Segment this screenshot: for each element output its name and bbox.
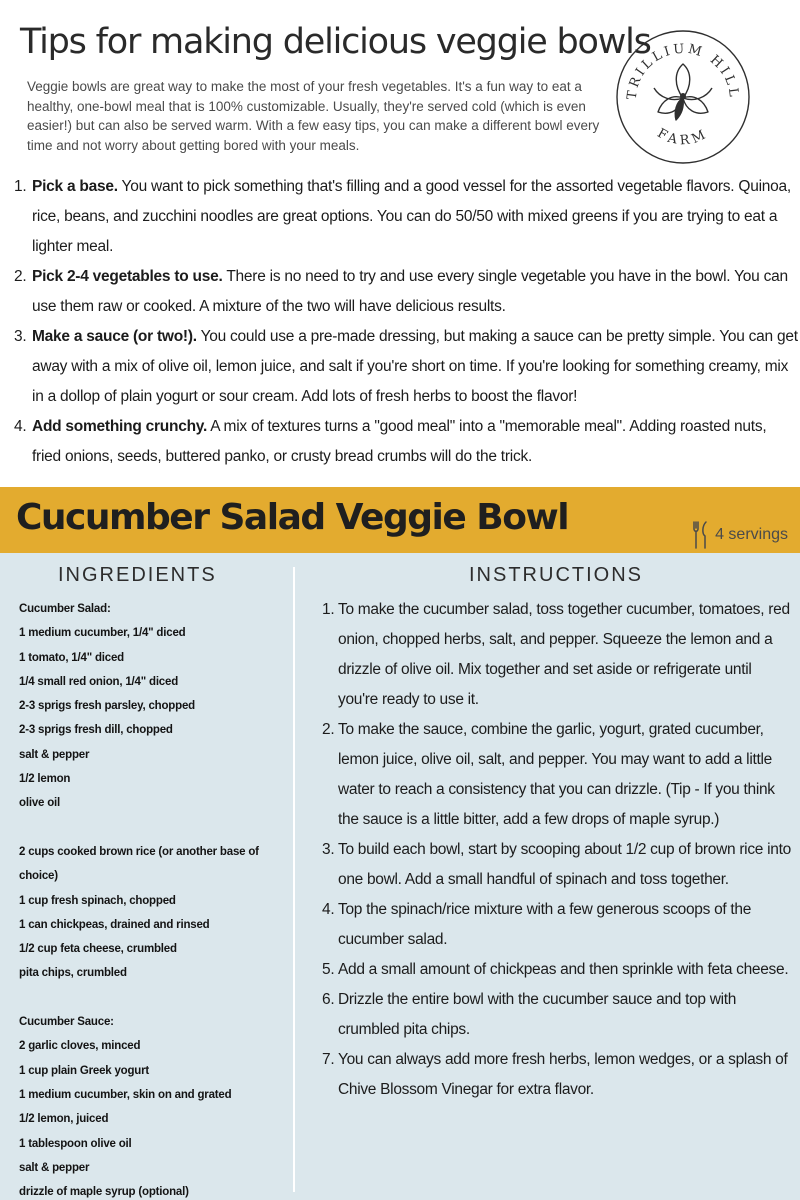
ingredient-item: Cucumber Salad: bbox=[19, 603, 111, 615]
ingredient-item: salt & pepper bbox=[19, 1161, 90, 1174]
page-title: Tips for making delicious veggie bowls bbox=[20, 22, 651, 62]
recipe-body bbox=[0, 553, 800, 1200]
step-number: 7. bbox=[322, 1051, 335, 1068]
step-number: 6. bbox=[322, 991, 335, 1008]
instruction-step bbox=[322, 595, 794, 715]
ingredient-item: pita chips, crumbled bbox=[19, 967, 127, 980]
instruction-step bbox=[322, 1045, 794, 1105]
ingredient-item: 1 medium cucumber, skin on and grated bbox=[19, 1088, 232, 1101]
step-number: 4. bbox=[322, 901, 335, 918]
ingredient-item: 2 cups cooked brown rice (or another base of bbox=[19, 845, 259, 858]
tip-item: 3. Make a sauce (or two!). You could use a pre-made dressing, but making a sauce can be pretty simple. You can get away with a mix of olive oil, lemon juice, and salt if you're short on time. If you're looking for something creamy, mix in a dollop of plain yogurt or sour cream. Add lots of fresh herbs to boost the flavor! bbox=[14, 328, 798, 405]
step-text: To make the cucumber salad, toss together cucumber, tomatoes, red onion, chopped herbs, salt, and pepper. Squeeze the lemon and a drizzle of olive oil. Mix together and set aside or refrigerate until you're ready to use it. bbox=[338, 601, 790, 708]
ingredient-item: 2-3 sprigs fresh dill, chopped bbox=[19, 724, 173, 737]
ingredient-item: 1 can chickpeas, drained and rinsed bbox=[19, 918, 210, 931]
tip-lead: Pick a base. bbox=[32, 178, 118, 195]
ingredient-item: choice) bbox=[19, 870, 58, 883]
tip-text: You want to pick something that's filling and a good vessel for the assorted vegetable flavors. Quinoa, rice, beans, and zucchini noodles are great options. You can do 50/50 with mixed greens if you are trying to eat a lighter meal. bbox=[32, 178, 791, 255]
column-divider bbox=[293, 567, 295, 1192]
instruction-step bbox=[322, 955, 794, 985]
svg-text:TRILLIUM HILL bbox=[625, 42, 742, 101]
ingredient-item bbox=[19, 986, 289, 1010]
tip-item: 4. Add something crunchy. A mix of textures turns a "good meal" into a "memorable meal". Adding roasted nuts, fried onions, seeds, buttered panko, or crusty bread crumbs will do the trick. bbox=[14, 418, 767, 465]
ingredient-item: 1/2 cup feta cheese, crumbled bbox=[19, 943, 177, 956]
ingredient-item: salt & pepper bbox=[19, 748, 90, 761]
step-number: 5. bbox=[322, 961, 335, 978]
ingredient-item: 2 garlic cloves, minced bbox=[19, 1040, 141, 1053]
instruction-step bbox=[322, 715, 794, 835]
step-number: 2. bbox=[322, 721, 335, 738]
intro-paragraph: Veggie bowls are great way to make the most of your fresh vegetables. It's a fun way to eat a healthy, one-bowl meal that is 100% customizable. Usually, they're served cold (which is even easier!) but can also be served warm. With a few easy tips, you can make a different bowl every time and not worry about getting bored with your meals. bbox=[27, 79, 600, 153]
ingredients-list bbox=[19, 597, 289, 1200]
logo-top-text: TRILLIUM HILL bbox=[624, 41, 742, 101]
ingredient-item: olive oil bbox=[19, 797, 61, 810]
ingredient-item: drizzle of maple syrup (optional) bbox=[19, 1186, 189, 1199]
tip-item: 1. Pick a base. You want to pick something that's filling and a good vessel for the assorted vegetable flavors. Quinoa, rice, beans, and zucchini noodles are great options. You can do 50/50 with mixed greens if you are trying to eat a lighter meal. bbox=[14, 178, 791, 255]
step-text: You can always add more fresh herbs, lemon wedges, or a splash of Chive Blossom Vinegar for extra flavor. bbox=[338, 1051, 788, 1098]
tip-text: A mix of textures turns a "good meal" into a "memorable meal". Adding roasted nuts, fried onions, seeds, buttered panko, or crusty bread crumbs will do the trick. bbox=[32, 418, 767, 465]
ingredient-item: 1/2 lemon bbox=[19, 773, 71, 786]
instructions-heading: INSTRUCTIONS bbox=[469, 564, 643, 586]
tip-lead: Add something crunchy. bbox=[32, 418, 208, 435]
ingredient-item: 1/2 lemon, juiced bbox=[19, 1113, 109, 1126]
ingredient-item: 1/4 small red onion, 1/4" diced bbox=[19, 675, 179, 688]
instruction-step bbox=[322, 985, 794, 1045]
fork-knife-icon bbox=[692, 520, 710, 550]
tip-item: 2. Pick 2-4 vegetables to use. There is no need to try and use every single vegetable you have in the bowl. You can use them raw or cooked. A mixture of the two will have delicious results. bbox=[14, 268, 788, 315]
tips-list bbox=[14, 172, 798, 472]
step-text: To build each bowl, start by scooping about 1/2 cup of brown rice into one bowl. Add a small handful of spinach and toss together. bbox=[338, 841, 791, 888]
step-text: To make the sauce, combine the garlic, yogurt, grated cucumber, lemon juice, olive oil, salt, and pepper. You may want to add a little water to reach a consistency that you can drizzle. (Tip - If you think the sauce is a little bitter, add a few drops of maple syrup.) bbox=[338, 721, 775, 828]
instructions-list bbox=[322, 595, 794, 1105]
ingredient-item: Cucumber Sauce: bbox=[19, 1016, 114, 1029]
servings-info bbox=[692, 520, 788, 550]
ingredients-heading: INGREDIENTS bbox=[58, 564, 217, 586]
ingredient-item bbox=[19, 816, 289, 840]
ingredient-item: 1 tablespoon olive oil bbox=[19, 1137, 132, 1150]
step-number: 1. bbox=[322, 601, 335, 618]
step-text: Add a small amount of chickpeas and then sprinkle with feta cheese. bbox=[338, 961, 789, 978]
trillium-hill-farm-logo bbox=[614, 28, 752, 166]
tip-text: There is no need to try and use every single vegetable you have in the bowl. You can use them raw or cooked. A mixture of the two will have delicious results. bbox=[32, 268, 788, 315]
step-text: Drizzle the entire bowl with the cucumber sauce and top with crumbled pita chips. bbox=[338, 991, 737, 1038]
ingredient-item: 2-3 sprigs fresh parsley, chopped bbox=[19, 700, 195, 713]
ingredient-item: 1 medium cucumber, 1/4" diced bbox=[19, 627, 186, 640]
tip-text: You could use a pre-made dressing, but making a sauce can be pretty simple. You can get away with a mix of olive oil, lemon juice, and salt if you're short on time. If you're looking for something creamy, mix in a dollop of plain yogurt or sour cream. Add lots of fresh herbs to boost the flavor! bbox=[32, 328, 798, 405]
logo-bottom-text: FARM bbox=[654, 125, 712, 149]
svg-text:FARM bbox=[655, 126, 712, 149]
step-number: 3. bbox=[322, 841, 335, 858]
instruction-step bbox=[322, 835, 794, 895]
step-text: Top the spinach/rice mixture with a few generous scoops of the cucumber salad. bbox=[338, 901, 752, 948]
servings-text: 4 servings bbox=[715, 526, 788, 543]
recipe-title: Cucumber Salad Veggie Bowl bbox=[16, 497, 569, 538]
recipe-banner bbox=[0, 487, 800, 553]
ingredient-item: 1 cup plain Greek yogurt bbox=[19, 1064, 150, 1077]
tip-lead: Make a sauce (or two!). bbox=[32, 328, 197, 345]
instruction-step bbox=[322, 895, 794, 955]
ingredient-item: 1 cup fresh spinach, chopped bbox=[19, 894, 176, 907]
tip-lead: Pick 2-4 vegetables to use. bbox=[32, 268, 223, 285]
trillium-flower-logo-icon bbox=[614, 28, 752, 166]
ingredient-item: 1 tomato, 1/4" diced bbox=[19, 651, 124, 664]
